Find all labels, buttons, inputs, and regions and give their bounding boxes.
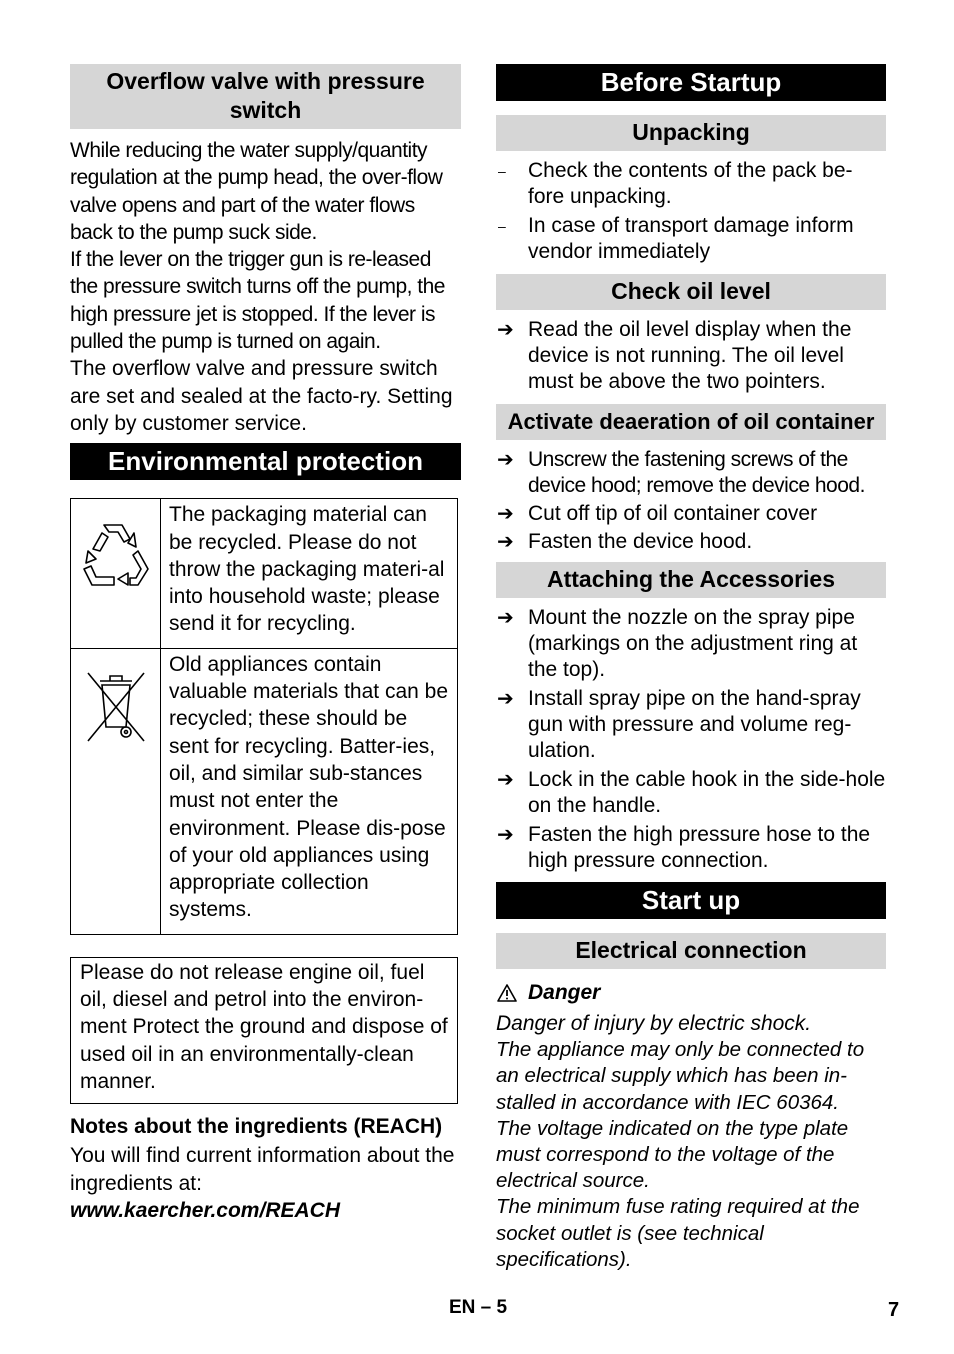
list-item: ➔ Install spray pipe on the hand-spray gun with pressure and volume reg-ulation. [497, 687, 861, 762]
arrow-icon: ➔ [497, 319, 514, 341]
list-item: – Check the contents of the pack be-fore unpacking. [498, 159, 853, 208]
reach-text: You will find current information about the ingredients at: [70, 1144, 455, 1195]
deaeration-heading: Activate deaeration of oil container [496, 404, 886, 440]
list-item: ➔ Unscrew the fastening screws of the device hood; remove the device hood. [497, 448, 865, 497]
attaching-accessories-heading: Attaching the Accessories [496, 562, 886, 598]
overflow-paragraph: If the lever on the trigger gun is re-leased the pressure switch turns off the pump, the high pressure jet is stopped. If the lever is pulled the pump is turned on again. [70, 248, 445, 354]
old-appliances-text: Old appliances contain valuable materials that can be recycled; these should be sent for recycling. Batter-ies, oil, and similar sub-stances must not enter the environment. Please dis-pose of your old appliances using appropriate collection systems. [169, 652, 448, 922]
arrow-icon: ➔ [497, 688, 514, 710]
reach-section [70, 1114, 461, 1224]
danger-paragraph: The minimum fuse rating required at the socket outlet is (see technical specifications). [496, 1195, 860, 1271]
list-item: ➔ Lock in the cable hook in the side-hole on the handle. [497, 768, 886, 817]
environment-table [70, 498, 458, 934]
reach-link[interactable]: www.kaercher.com/REACH [70, 1198, 340, 1222]
overflow-paragraph: While reducing the water supply/quantity regulation at the pump head, the over-flow valve opens and part of the water flows back to the pump suck side. [70, 139, 443, 244]
arrow-icon: ➔ [497, 769, 514, 791]
list-item: ➔ Mount the nozzle on the spray pipe (markings on the adjustment ring at the top). [497, 606, 858, 681]
electrical-connection-heading: Electrical connection [496, 933, 886, 969]
danger-block [496, 980, 886, 1273]
recycling-icon [71, 499, 161, 647]
danger-label: Danger [496, 980, 886, 1006]
check-oil-level-list [496, 317, 886, 395]
danger-paragraph: The appliance may only be connected to an electrical supply which has been in-stalled in accordance with IEC 60364. [496, 1038, 865, 1114]
list-item: ➔ Fasten the high pressure hose to the high pressure connection. [497, 823, 871, 872]
arrow-icon: ➔ [497, 531, 514, 553]
list-item: ➔ Cut off tip of oil container cover [497, 502, 818, 525]
list-item: – In case of transport damage inform vendor immediately [498, 214, 854, 263]
environment-row-old-appliances [71, 648, 457, 934]
packaging-recycling-text: The packaging material can be recycled. Please do not throw the packaging materi-al into household waste; please send it for recycling. [169, 503, 445, 636]
overflow-valve-text [70, 137, 461, 437]
danger-lead: Danger of injury by electric shock. [496, 1012, 812, 1035]
check-oil-level-heading: Check oil level [496, 274, 886, 310]
list-item: ➔ Fasten the device hood. [497, 530, 753, 553]
arrow-icon: ➔ [497, 503, 514, 525]
arrow-icon: ➔ [497, 449, 514, 471]
before-startup-heading: Before Startup [496, 64, 886, 101]
list-item: ➔ Read the oil level display when the device is not running. The oil level must be above the two pointers. [497, 318, 852, 393]
environment-row-packaging [71, 499, 457, 647]
environmental-protection-heading: Environmental protection [70, 443, 461, 480]
overflow-paragraph: The overflow valve and pressure switch are set and sealed at the facto-ry. Setting only by customer service. [70, 357, 453, 435]
unpacking-heading: Unpacking [496, 115, 886, 151]
danger-paragraph: The voltage indicated on the type plate must correspond to the voltage of the electrical source. [496, 1116, 849, 1193]
unpacking-list [496, 158, 886, 265]
crossed-bin-icon [71, 649, 161, 934]
footer-section-number: EN – 5 [449, 1297, 508, 1318]
overflow-valve-heading: Overflow valve with pressure switch [70, 64, 461, 129]
page-number: 7 [888, 1299, 900, 1321]
warning-triangle-icon [496, 983, 518, 1003]
accessories-list [496, 605, 886, 874]
right-column [496, 64, 886, 1273]
arrow-icon: ➔ [497, 824, 514, 846]
left-column [70, 64, 461, 1224]
oil-disposal-notice: Please do not release engine oil, fuel oil, diesel and petrol into the environ-ment Protect the ground and dispose of used oil in an environmentally-clean manner. [70, 957, 458, 1104]
start-up-heading: Start up [496, 882, 886, 919]
deaeration-list [496, 447, 886, 555]
reach-heading: Notes about the ingredients (REACH) [70, 1115, 443, 1139]
arrow-icon: ➔ [497, 607, 514, 629]
